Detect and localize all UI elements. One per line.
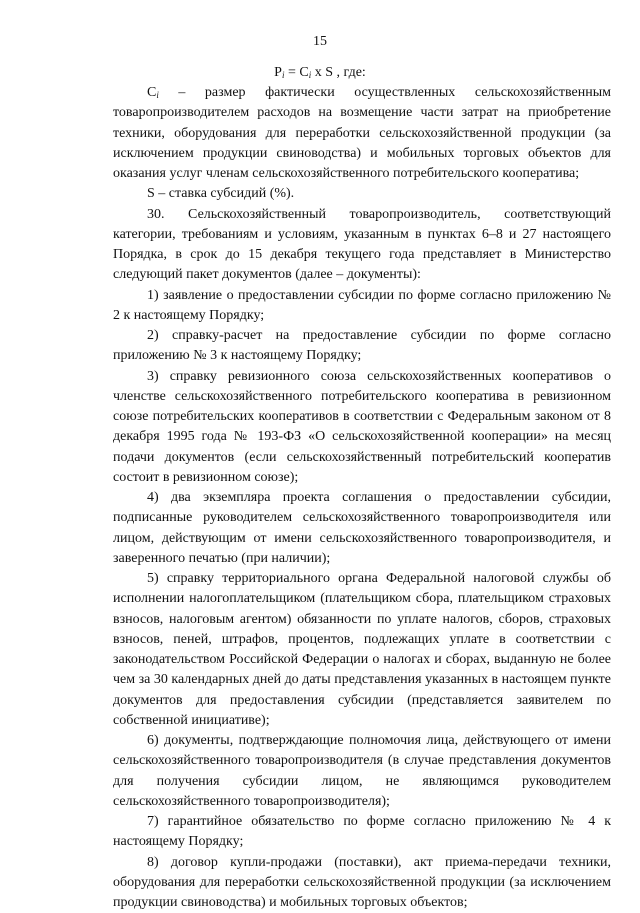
formula-c-index: i bbox=[309, 70, 312, 80]
list-item-4: 4) два экземпляра проекта соглашения о предоставлении субсидии, подписанные руководителем сельскохозяйственного товаропроизводителя или лицом, действующим от имени сельскохозяйственного товаропроизводителя, и заверенного печатью (при наличии); bbox=[113, 488, 611, 569]
document-body bbox=[113, 83, 611, 913]
paragraph-ci-definition bbox=[113, 83, 611, 184]
list-item-7: 7) гарантийное обязательство по форме согласно приложению № 4 к настоящему Порядку; bbox=[113, 812, 611, 853]
list-item-3: 3) справку ревизионного союза сельскохозяйственных кооперативов о членстве сельскохозяйственного потребительского кооператива в ревизионном союзе потребительских кооперативов в соответствии с Федеральным законом от 8 декабря 1995 года № 193-ФЗ «О сельскохозяйственной кооперации» на месяц подачи документов (если сельскохозяйственный потребительский кооператив состоит в ревизионном союзе); bbox=[113, 367, 611, 489]
list-item-5: 5) справку территориального органа Федеральной налоговой службы об исполнении налогоплательщиком (плательщиком сбора, плательщиком страховых взносов, налоговым агентом) обязанности по уплате налогов, сборов, страховых взносов, пеней, штрафов, процентов, подлежащих уплате в соответствии с законодательством Российской Федерации о налогах и сборах, выданную не более чем за 30 календарных дней до даты представления указанных в настоящем пункте документов для предоставления субсидии (представляется заявителем по собственной инициативе); bbox=[113, 569, 611, 731]
list-item-6: 6) документы, подтверждающие полномочия лица, действующего от имени сельскохозяйственного товаропроизводителя (в случае представления документов для получения субсидии лицом, не являющимся руководителем сельскохозяйственного товаропроизводителя); bbox=[113, 731, 611, 812]
ci-symbol: C bbox=[147, 85, 156, 100]
formula-equals: = bbox=[284, 65, 299, 80]
list-item-1: 1) заявление о предоставлении субсидии по форме согласно приложению № 2 к настоящему Порядку; bbox=[113, 286, 611, 327]
formula-c: C bbox=[299, 65, 308, 80]
list-item-8: 8) договор купли-продажи (поставки), акт приема-передачи техники, оборудования для переработки сельскохозяйственной продукции (за исключением продукции свиноводства) и мобильных торговых объектов; bbox=[113, 853, 611, 913]
ci-definition-text: – размер фактически осуществленных сельскохозяйственным товаропроизводителем расходов на возмещение части затрат на приобретение техники, оборудования для переработки сельскохозяйственной продукции (за исключением продукции свиноводства) и мобильных торговых объектов для оказания услуг членам сельскохозяйственного потребительского кооператива; bbox=[113, 85, 611, 181]
list-item-2: 2) справку-расчет на предоставление субсидии по форме согласно приложению № 3 к настоящему Порядку; bbox=[113, 326, 611, 367]
formula-p: P bbox=[274, 65, 282, 80]
formula-p-index: i bbox=[282, 70, 285, 80]
page-number: 15 bbox=[0, 34, 640, 50]
paragraph-item-30: 30. Сельскохозяйственный товаропроизводитель, соответствующий категории, требованиям и условиям, указанным в пунктах 6–8 и 27 настоящего Порядка, в срок до 15 декабря текущего года представляет в Министерство следующий пакет документов (далее – документы): bbox=[113, 205, 611, 286]
ci-index: i bbox=[156, 90, 159, 100]
paragraph-s-definition: S – ставка субсидий (%). bbox=[113, 184, 611, 204]
subsidy-formula bbox=[0, 64, 640, 84]
formula-rest: x S , где: bbox=[311, 65, 366, 80]
